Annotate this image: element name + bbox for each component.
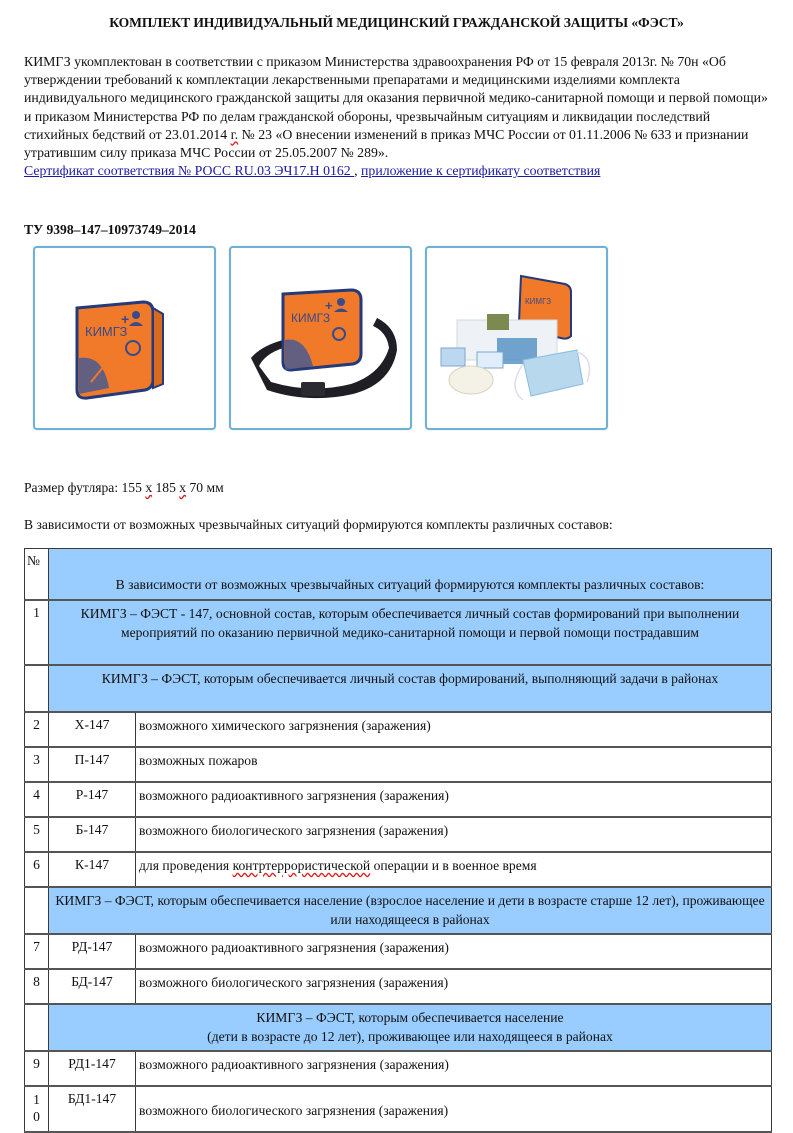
person-icon <box>337 298 345 306</box>
table-section-row <box>25 887 772 934</box>
table-row-main-kit <box>25 600 772 665</box>
spellcheck-flagged-word: х <box>145 480 153 495</box>
section-children-line2: (дети в возрасте до 12 лет), проживающее или находящееся в районах <box>207 1029 613 1044</box>
case-size-text: Размер футляра: 155 <box>24 480 146 495</box>
row-code: Б-147 <box>49 817 136 852</box>
bag-illustration <box>35 248 214 428</box>
spellcheck-flagged-word: х <box>179 480 187 495</box>
row-num-digit: 1 <box>33 1092 40 1107</box>
row-code: БД-147 <box>49 969 136 1004</box>
row-num: 2 <box>25 712 49 747</box>
row-code: К-147 <box>49 852 136 887</box>
row-desc: возможных пожаров <box>136 747 772 782</box>
section-personnel: КИМГЗ – ФЭСТ, которым обеспечивается личный состав формирований, выполняющий задачи в районах <box>49 665 772 712</box>
row-code: Х-147 <box>49 712 136 747</box>
row-desc: возможного химического загрязнения (заражения) <box>136 712 772 747</box>
row-desc: возможного радиоактивного загрязнения (заражения) <box>136 1051 772 1086</box>
bag-label: КИМГЗ <box>85 324 128 339</box>
row-num <box>25 1086 49 1132</box>
table-row <box>25 852 772 887</box>
table-header-row <box>25 549 772 601</box>
certificate-appendix-link[interactable]: приложение к сертификату соответствия <box>361 163 601 179</box>
table-row <box>25 782 772 817</box>
row-num-empty <box>25 665 49 712</box>
document-title: КОМПЛЕКТ ИНДИВИДУАЛЬНЫЙ МЕДИЦИНСКИЙ ГРАЖДАНСКОЙ ЗАЩИТЫ «ФЭСТ» <box>109 15 684 30</box>
person-icon <box>132 311 140 319</box>
case-size-text: 185 <box>152 480 180 495</box>
plus-icon: + <box>325 298 333 313</box>
row-code: Р-147 <box>49 782 136 817</box>
row-num: 3 <box>25 747 49 782</box>
table-row <box>25 934 772 969</box>
spellcheck-flagged-word: контртеррористической <box>232 858 371 873</box>
row-num: 4 <box>25 782 49 817</box>
row-num: 6 <box>25 852 49 887</box>
kits-lead-text: В зависимости от возможных чрезвычайных ситуаций формируются комплекты различных составов: <box>24 517 613 532</box>
row-num-empty <box>25 887 49 934</box>
row-main-kit-text: КИМГЗ – ФЭСТ - 147, основной состав, которым обеспечивается личный состав формирований при выполнении мероприятий по оказанию первичной медико-санитарной помощи и первой помощи пострадавшим <box>49 600 772 665</box>
kits-table <box>24 548 772 1133</box>
table-row <box>25 1086 772 1132</box>
row-num: 5 <box>25 817 49 852</box>
intro-text: КИМГЗ укомплектован в соответствии с приказом Министерства здравоохранения РФ от 15 февраля 2013г. № 70н «Об утверждении требований к комплектации лекарственными препаратами и медицинскими изделиями комплекта индивидуального медицинского гражданской защиты для оказания первичной медико-санитарной помощи и первой помощи» и приказом Министерства РФ по делам гражданской обороны, чрезвычайным ситуациям и ликвидации последствий стихийных бедствий от 23.01.2014 <box>24 54 768 142</box>
row-desc-text: операции и в военное время <box>370 858 537 873</box>
product-photo-contents[interactable] <box>425 246 608 430</box>
row-num-digit: 0 <box>33 1109 40 1124</box>
header-text-cell: В зависимости от возможных чрезвычайных ситуаций формируются комплекты различных составов: <box>49 549 772 601</box>
case-size <box>24 480 224 496</box>
table-section-row <box>25 665 772 712</box>
row-code: РД1-147 <box>49 1051 136 1086</box>
row-num: 9 <box>25 1051 49 1086</box>
link-separator: , <box>354 163 362 179</box>
row-desc: возможного биологического загрязнения (заражения) <box>136 817 772 852</box>
table-row <box>25 712 772 747</box>
bag-belt-illustration <box>231 248 410 428</box>
intro-paragraph <box>24 53 774 180</box>
spellcheck-flagged-word: г. <box>230 126 239 142</box>
table-row <box>25 817 772 852</box>
certificate-link[interactable]: Сертификат соответствия № РОСС RU.03 ЭЧ17.Н 0162 <box>24 163 355 179</box>
section-adults: КИМГЗ – ФЭСТ, которым обеспечивается население (взрослое население и дети в возрасте старше 12 лет), проживающее или находящееся в районах <box>49 887 772 934</box>
row-code: РД-147 <box>49 934 136 969</box>
row-desc <box>136 852 772 887</box>
case-size-text: 70 мм <box>186 480 224 495</box>
product-photo-bag[interactable] <box>33 246 216 430</box>
table-row <box>25 969 772 1004</box>
row-num: 7 <box>25 934 49 969</box>
kit-contents-illustration <box>427 248 606 428</box>
gloves-icon <box>449 366 493 394</box>
row-num: 1 <box>25 600 49 665</box>
row-desc: возможного радиоактивного загрязнения (заражения) <box>136 782 772 817</box>
bag-label: КИМГЗ <box>291 311 331 325</box>
table-row <box>25 1051 772 1086</box>
row-num-empty <box>25 1004 49 1051</box>
tu-number: ТУ 9398–147–10973749–2014 <box>24 222 196 237</box>
row-code: П-147 <box>49 747 136 782</box>
intro-text-continued: № 23 «О внесении изменений в приказ МЧС России от 01.11.2006 № 633 и признании утратившим силу приказа МЧС России от 25.05.2007 № 289». <box>24 126 749 161</box>
bag-label: КИМГЗ <box>525 297 552 306</box>
section-children <box>49 1004 772 1051</box>
row-desc: возможного биологического загрязнения (заражения) <box>136 969 772 1004</box>
header-num-cell: № <box>25 549 49 601</box>
buckle-icon <box>301 382 325 396</box>
section-children-line1: КИМГЗ – ФЭСТ, которым обеспечивается население <box>256 1010 564 1025</box>
row-desc-text: для проведения <box>139 858 233 873</box>
row-code: БД1-147 <box>49 1086 136 1132</box>
row-num: 8 <box>25 969 49 1004</box>
table-row <box>25 747 772 782</box>
row-desc: возможного биологического загрязнения (заражения) <box>136 1086 772 1132</box>
table-section-row <box>25 1004 772 1051</box>
product-photo-bag-belt[interactable] <box>229 246 412 430</box>
row-desc: возможного радиоактивного загрязнения (заражения) <box>136 934 772 969</box>
plus-icon: + <box>121 311 130 327</box>
